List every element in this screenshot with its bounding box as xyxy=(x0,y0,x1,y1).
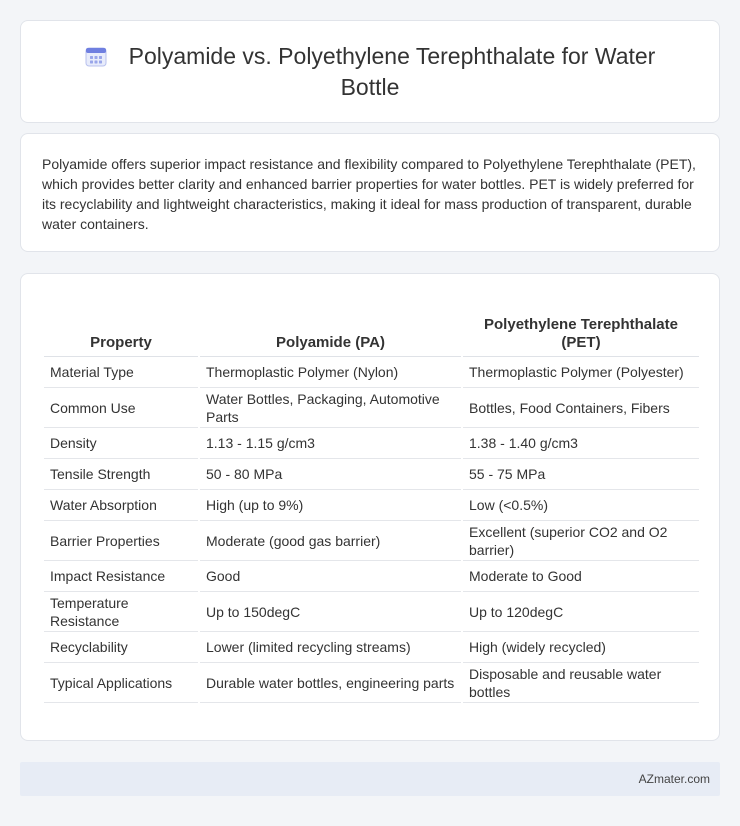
row-property: Temperature Resistance xyxy=(44,592,198,632)
row-property: Barrier Properties xyxy=(44,521,198,561)
row-property: Water Absorption xyxy=(44,490,198,521)
row-polyamide-value: High (up to 9%) xyxy=(200,490,461,521)
table-row xyxy=(44,388,699,428)
row-property: Tensile Strength xyxy=(44,459,198,490)
table-row xyxy=(44,592,699,632)
table-row xyxy=(44,663,699,703)
row-pet-value: 55 - 75 MPa xyxy=(463,459,699,490)
row-property: Typical Applications xyxy=(44,663,198,703)
table-row xyxy=(44,459,699,490)
row-pet-value: 1.38 - 1.40 g/cm3 xyxy=(463,428,699,459)
row-pet-value: Thermoplastic Polymer (Polyester) xyxy=(463,357,699,388)
intro-card xyxy=(20,133,720,252)
table-row xyxy=(44,357,699,388)
row-polyamide-value: Thermoplastic Polymer (Nylon) xyxy=(200,357,461,388)
row-polyamide-value: Durable water bottles, engineering parts xyxy=(200,663,461,703)
row-pet-value: Disposable and reusable water bottles xyxy=(463,663,699,703)
table-row xyxy=(44,490,699,521)
header-property: Property xyxy=(44,294,198,357)
table-row xyxy=(44,521,699,561)
row-polyamide-value: Water Bottles, Packaging, Automotive Parts xyxy=(200,388,461,428)
table-row xyxy=(44,632,699,663)
page-title xyxy=(70,41,670,103)
row-property: Density xyxy=(44,428,198,459)
footer-site-name: AZmater.com xyxy=(638,772,710,786)
header-polyamide: Polyamide (PA) xyxy=(200,294,461,357)
row-property: Material Type xyxy=(44,357,198,388)
header-card xyxy=(20,20,720,123)
row-pet-value: High (widely recycled) xyxy=(463,632,699,663)
header-pet: Polyethylene Terephthalate (PET) xyxy=(463,294,699,357)
row-pet-value: Moderate to Good xyxy=(463,561,699,592)
row-pet-value: Up to 120degC xyxy=(463,592,699,632)
row-polyamide-value: 1.13 - 1.15 g/cm3 xyxy=(200,428,461,459)
page-title-text: Polyamide vs. Polyethylene Terephthalate for Water Bottle xyxy=(128,42,656,100)
row-polyamide-value: Lower (limited recycling streams) xyxy=(200,632,461,663)
row-property: Recyclability xyxy=(44,632,198,663)
intro-text: Polyamide offers superior impact resistance and flexibility compared to Polyethylene Terephthalate (PET), which provides better clarity and enhanced barrier properties for water bottles. PET is widely preferred for its recyclability and lightweight characteristics, making it ideal for mass production of transparent, durable water containers. xyxy=(42,156,696,232)
row-pet-value: Excellent (superior CO2 and O2 barrier) xyxy=(463,521,699,561)
footer xyxy=(20,762,720,796)
comparison-table-card xyxy=(20,273,720,741)
row-property: Common Use xyxy=(44,388,198,428)
row-polyamide-value: Up to 150degC xyxy=(200,592,461,632)
row-property: Impact Resistance xyxy=(44,561,198,592)
table-header-row xyxy=(44,294,699,357)
calendar-icon xyxy=(85,45,107,67)
row-polyamide-value: Good xyxy=(200,561,461,592)
row-pet-value: Low (<0.5%) xyxy=(463,490,699,521)
table-row xyxy=(44,428,699,459)
row-pet-value: Bottles, Food Containers, Fibers xyxy=(463,388,699,428)
comparison-table xyxy=(42,294,701,703)
header-inner xyxy=(21,21,719,122)
row-polyamide-value: 50 - 80 MPa xyxy=(200,459,461,490)
table-row xyxy=(44,561,699,592)
row-polyamide-value: Moderate (good gas barrier) xyxy=(200,521,461,561)
